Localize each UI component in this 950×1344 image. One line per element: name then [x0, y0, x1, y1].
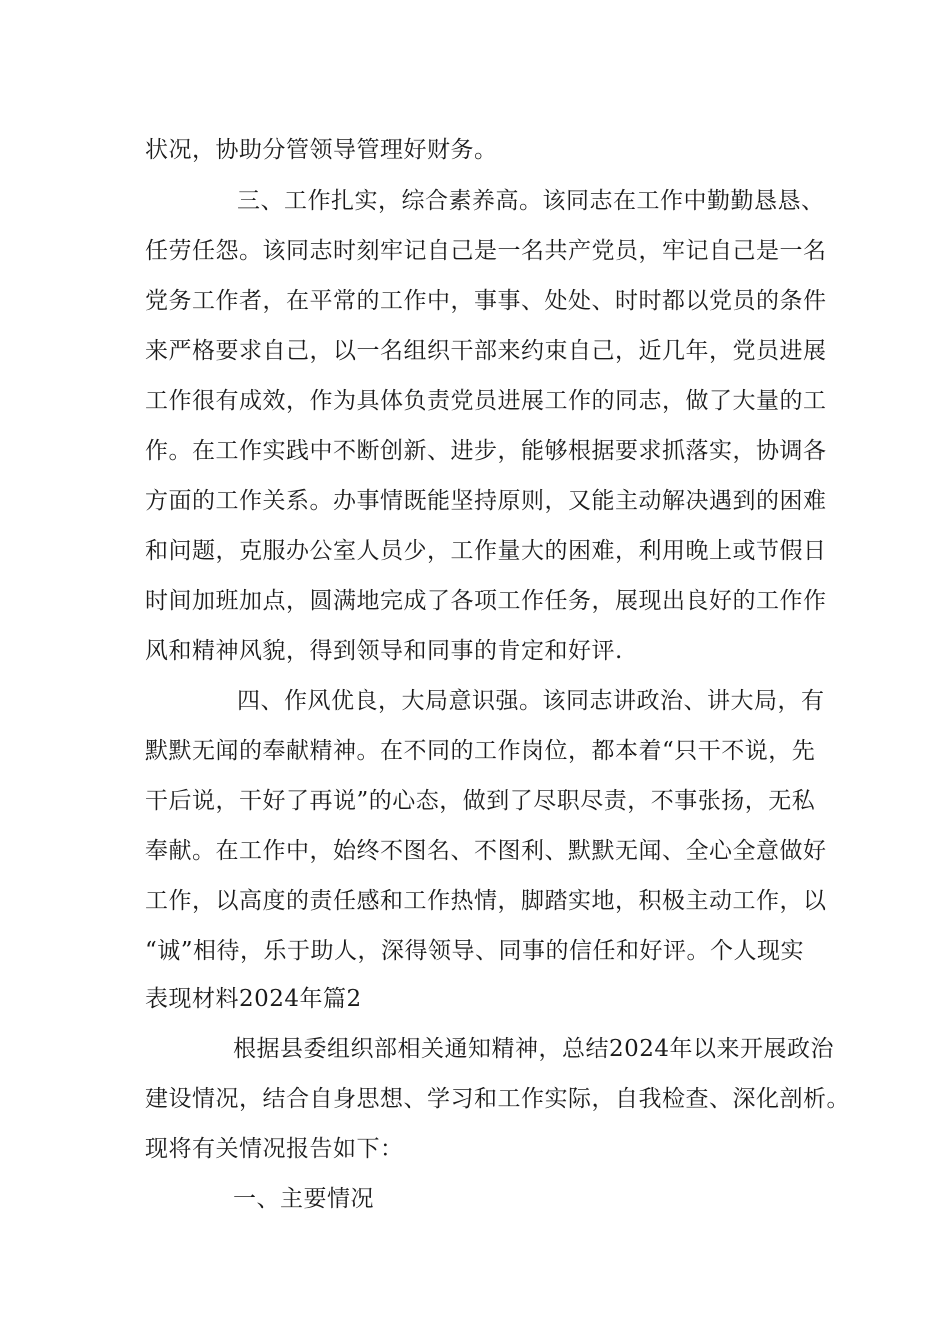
text-line: 方面的工作关系。办事情既能坚持原则，又能主动解决遇到的困难: [145, 488, 827, 514]
text-line: 工作，以高度的责任感和工作热情，脚踏实地，积极主动工作，以: [145, 888, 827, 914]
section-heading: 一、主要情况: [233, 1186, 374, 1212]
text-line: 时间加班加点，圆满地完成了各项工作任务，展现出良好的工作作: [145, 588, 827, 614]
text-line: 任劳任怨。该同志时刻牢记自己是一名共产党员，牢记自己是一名: [145, 238, 827, 264]
text-line: “诚”相待，乐于助人，深得领导、同事的信任和好评。个人现实: [145, 938, 805, 964]
text-line: 奉献。在工作中，始终不图名、不图利、默默无闻、全心全意做好: [145, 838, 827, 864]
text-line: 风和精神风貌，得到领导和同事的肯定和好评.: [145, 638, 623, 664]
text-line: 表现材料2024年篇2: [145, 986, 362, 1012]
text-line: 四、作风优良，大局意识强。该同志讲政治、讲大局，有: [237, 688, 825, 714]
text-line: 党务工作者，在平常的工作中，事事、处处、时时都以党员的条件: [145, 288, 827, 314]
text-line: 和问题，克服办公室人员少，工作量大的困难，利用晚上或节假日: [145, 538, 827, 564]
text-line: 现将有关情况报告如下：: [145, 1136, 404, 1162]
text-line: 三、工作扎实，综合素养高。该同志在工作中勤勤恳恳、: [237, 188, 825, 214]
text-line: 来严格要求自己，以一名组织干部来约束自己，近几年，党员进展: [145, 338, 827, 364]
text-line: 作。在工作实践中不断创新、进步，能够根据要求抓落实，协调各: [145, 438, 827, 464]
text-line: 默默无闻的奉献精神。在不同的工作岗位，都本着“只干不说，先: [145, 738, 816, 764]
text-line: 干后说，干好了再说”的心态，做到了尽职尽责，不事张扬，无私: [145, 788, 816, 814]
text-line: 状况，协助分管领导管理好财务。: [145, 137, 498, 163]
text-line: 工作很有成效，作为具体负责党员进展工作的同志，做了大量的工: [145, 388, 827, 414]
text-line: 建设情况，结合自身思想、学习和工作实际，自我检查、深化剖析。: [145, 1086, 850, 1112]
text-line: 根据县委组织部相关通知精神，总结2024年以来开展政治: [233, 1036, 835, 1062]
